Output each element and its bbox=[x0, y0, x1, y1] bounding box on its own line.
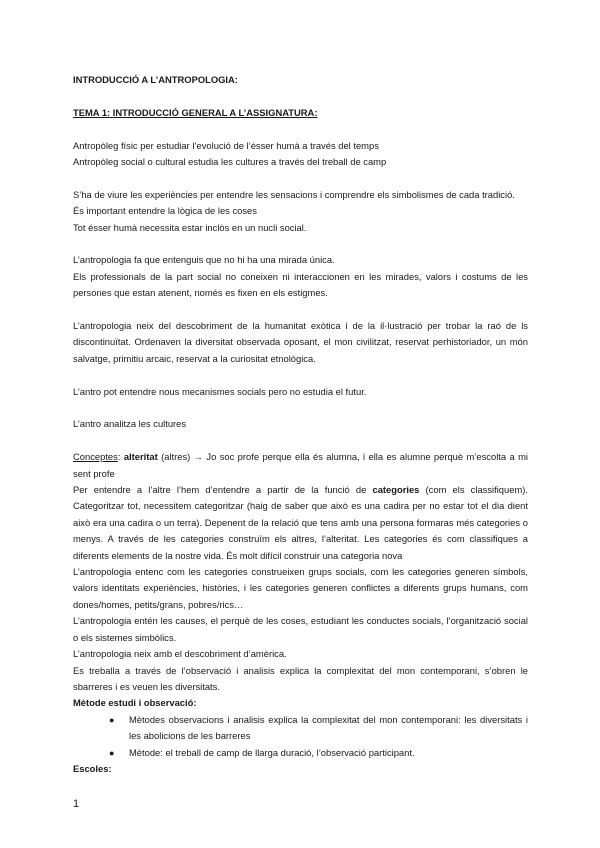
paragraph: L’antropologia neix amb el descobriment d’amèrica. bbox=[73, 648, 287, 660]
concepts-paragraph bbox=[73, 449, 528, 482]
paragraph-line: És important entendre la lògica de les coses bbox=[73, 205, 257, 217]
categories-term: categories bbox=[372, 484, 420, 496]
paragraph: L’antropologia neix del descobriment de la humanitat exòtica i de la il·lustració per trobar la raó de ls discontinuïtat. Ordenaven la diversitat observada oposant, el mon civilitzat, reservat perhistoriador, un món salvatge, primitiu arcaic, reservat a la curiositat etnològica. bbox=[73, 320, 528, 364]
categories-before: Per entendre a l’altre l’hem d’entendre a partir de la funció de bbox=[73, 484, 373, 496]
paragraph: Es treballa a través de l’observació i analisis explica la complexitat del mon contemporani, s’obren le sbarreres i es veuen les diversitats. bbox=[73, 664, 528, 692]
bullet-icon: ● bbox=[109, 747, 115, 758]
document-title: INTRODUCCIÓ A L’ANTROPOLOGIA: bbox=[73, 74, 238, 85]
section-title: TEMA 1: INTRODUCCIÓ GENERAL A L’ASSIGNATURA: bbox=[73, 106, 318, 118]
page-number: 1 bbox=[73, 798, 80, 810]
paragraph-line: L’antropologia fa que entenguis que no hi ha una mirada única. bbox=[73, 254, 335, 266]
paragraph: L’antropologia entén les causes, el perquè de les coses, estudiant les conductes socials, l’organització social o els sistemes simbòlics. bbox=[73, 615, 528, 643]
method-list bbox=[73, 712, 528, 761]
paragraph: L’antro analitza les cultures bbox=[73, 418, 187, 430]
list-item-text: Mètode: el treball de camp de llarga duració, l’observació participant. bbox=[129, 746, 415, 758]
paragraph-line: Tot ésser humà necessita estar inclòs en un nucli social. bbox=[73, 221, 307, 233]
paragraph: L’antropologia entenc com les categories construeixen grups socials, com les categories generen símbols, valors identitats experiències, històries, i les categories generen conflictes a diferents grups humans, com dones/homes, petits/grans, pobres/rics… bbox=[73, 566, 528, 610]
concepts-colon: : bbox=[117, 451, 124, 463]
list-item bbox=[109, 712, 528, 745]
categories-paragraph bbox=[73, 482, 528, 564]
concepts-label: Conceptes bbox=[73, 451, 118, 463]
paragraph-line: Antropòleg físic per estudiar l’evolució de l’ésser humà a través del temps bbox=[73, 139, 379, 151]
paragraph: L’antro pot entendre nous mecanismes socials pero no estudia el futur. bbox=[73, 385, 367, 397]
paragraph-line: S’ha de viure les experiències per entendre les sensacions i comprendre els simbolismes de cada tradició. bbox=[73, 188, 515, 200]
method-heading bbox=[73, 695, 528, 711]
paragraph-line: Antropòleg social o cultural estudia les cultures a través del treball de camp bbox=[73, 156, 387, 167]
method-heading-text: Mètode estudi i observació: bbox=[73, 697, 197, 709]
schools-heading-text: Escoles: bbox=[73, 762, 112, 774]
list-item bbox=[109, 745, 528, 761]
schools-heading bbox=[73, 761, 528, 777]
list-item-text: Mètodes observacions i analisis explica la complexitat del mon contemporani: les diversitats i les abolicions de les barreres bbox=[129, 713, 528, 742]
concepts-term: alteritat bbox=[123, 451, 158, 463]
bullet-icon: ● bbox=[109, 714, 115, 725]
concepts-text: (altres) → Jo soc profe perque ella és alumna, i ella es alumne perquè m’escolta a mi sent profe bbox=[73, 451, 528, 479]
categories-after: (com els classifiquem). Categoritzar tot, necessitem categoritzar (haig de saber que això es una cadira per no estar tot el dia dient això era una cadira o un terra). Depenent de la relació que tens amb una persona formaras més categories o menys. A través de les categories construïm els altres, l’alteritat. Les categories és com classifiques a diferents elements de la nostre vida. És molt difícil construir una categoria nova bbox=[73, 484, 528, 561]
paragraph-line: Els professionals de la part social no coneixen ni interaccionen en les mirades, valors i costums de les persones que estan atenent, només es fixen en els estigmes. bbox=[73, 270, 528, 299]
